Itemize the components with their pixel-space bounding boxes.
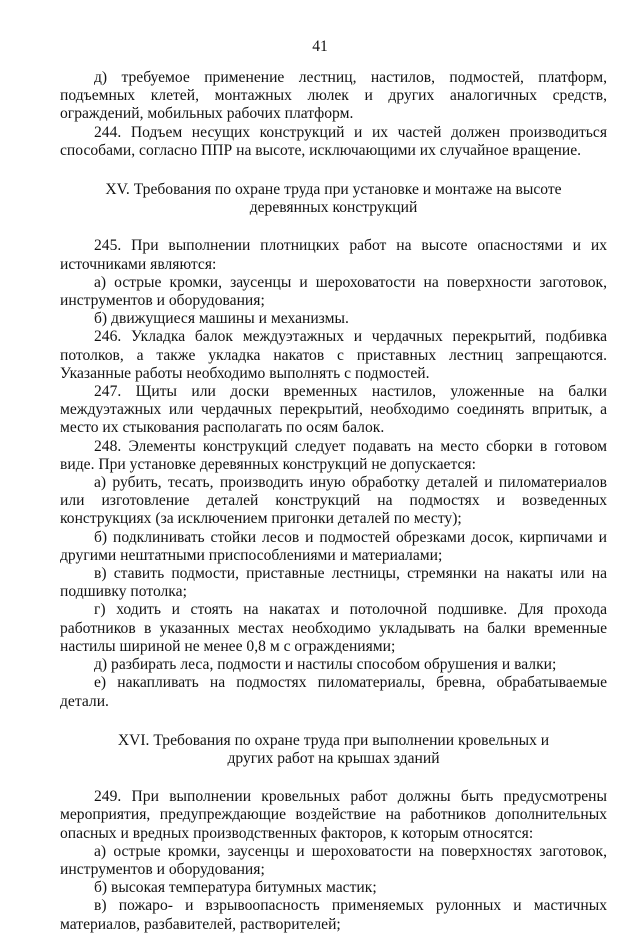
paragraph-247: 247. Щиты или доски временных настилов, уложенные на балки междуэтажных или чердачных перекрытий, необходимо соединять впритык, а место их стыкования располагать по осям балок. [60, 383, 607, 437]
paragraph-245-a: а) острые кромки, заусенцы и шероховатости на поверхности заготовок, инструментов и оборудования; [60, 273, 607, 310]
paragraph-248-b: б) подклинивать стойки лесов и подмостей обрезками досок, кирпичами и другими нештатными приспособлениями и материалами; [60, 528, 607, 564]
paragraph-246: 246. Укладка балок междуэтажных и чердачных перекрытий, подбивка потолков, а также укладка накатов с приставных лестниц запрещаются. Указанные работы необходимо выполнять с подмостей. [60, 328, 607, 382]
paragraph-248: 248. Элементы конструкций следует подавать на место сборки в готовом виде. При установке деревянных конструкций не допускается: [60, 437, 607, 473]
paragraph-248-a: а) рубить, тесать, производить иную обработку деталей и пиломатериалов или изготовление деталей конструкций на подмостях и возведенных конструкциях (за исключением пригонки деталей по месту); [60, 474, 607, 528]
paragraph-249-b: б) высокая температура битумных мастик; [94, 879, 377, 897]
paragraph-248-v: в) ставить подмости, приставные лестницы, стремянки на накаты или на подшивку потолка; [60, 565, 607, 601]
paragraph-item-d: д) требуемое применение лестниц, настилов, подмостей, платформ, подъемных клетей, монтажных люлек и других аналогичных средств, ограждений, мобильных рабочих платформ. [60, 69, 607, 123]
page-number: 41 [312, 38, 328, 55]
document-body [60, 69, 607, 934]
paragraph-248-d: д) разбирать леса, подмости и настилы способом обрушения и валки; [94, 656, 557, 674]
paragraph-249-v: в) пожаро- и взрывоопасность применяемых рулонных и мастичных материалов, разбавителей, растворителей; [60, 897, 607, 933]
paragraph-249-a: а) острые кромки, заусенцы и шероховатости на поверхностях заготовок, инструментов и оборудования; [60, 842, 607, 878]
paragraph-245-b: б) движущиеся машины и механизмы. [94, 310, 349, 328]
paragraph-244: 244. Подъем несущих конструкций и их частей должен производиться способами, согласно ППР на высоте, исключающими их случайное вращение. [60, 123, 607, 159]
paragraph-245: 245. При выполнении плотницких работ на высоте опасностями и их источниками являются: [60, 237, 607, 273]
section-xv-title: XV. Требования по охране труда при установке и монтаже на высоте деревянных конструкций [105, 181, 562, 217]
paragraph-248-e: е) накапливать на подмостях пиломатериалы, бревна, обрабатываемые детали. [60, 674, 607, 710]
paragraph-248-g: г) ходить и стоять на накатах и потолочной подшивке. Для прохода работников в указанных местах необходимо укладывать на балки временные настилы шириной не менее 0,8 м с ограждениями; [60, 601, 607, 655]
section-xvi-title: XVI. Требования по охране труда при выполнении кровельных и других работ на крышах зданий [117, 731, 550, 767]
paragraph-249: 249. При выполнении кровельных работ должны быть предусмотрены мероприятия, предупреждающие воздействие на работников дополнительных опасных и вредных производственных факторов, к которым относятся: [60, 788, 607, 842]
